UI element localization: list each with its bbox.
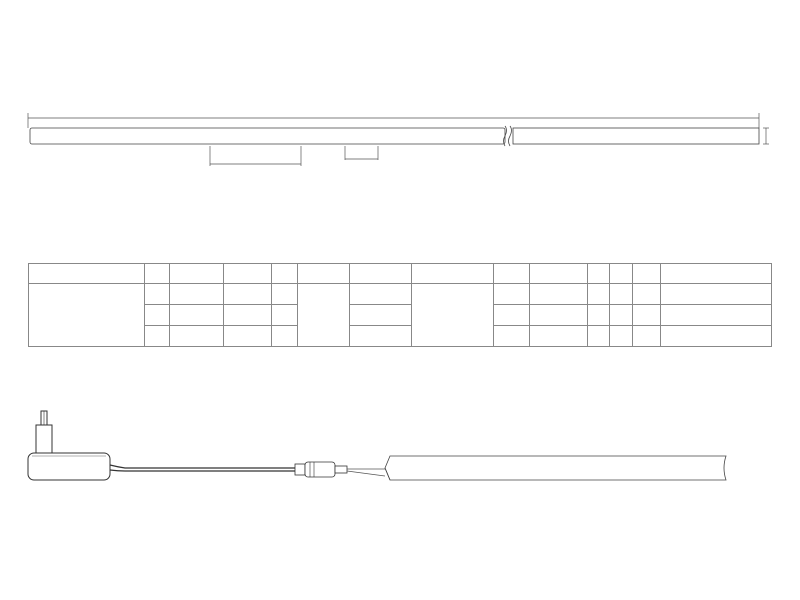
table-header-row (29, 264, 772, 284)
beam-cell (530, 305, 588, 326)
ip-cell (588, 326, 610, 347)
header-current (412, 264, 494, 284)
led-strip-top-view (30, 126, 759, 146)
ip-cell (588, 305, 610, 326)
cct-cell (145, 305, 170, 326)
cri-cell (610, 305, 633, 326)
current-cell (412, 284, 494, 347)
model-cell (29, 284, 145, 347)
ip-cell (588, 284, 610, 305)
header-pf (633, 264, 661, 284)
parameter-table (28, 263, 772, 347)
temperature-cell (661, 284, 772, 305)
power-cell (298, 284, 350, 347)
header-power (298, 264, 350, 284)
temperature-cell (661, 305, 772, 326)
pf-cell (633, 326, 661, 347)
header-led (272, 264, 298, 284)
temperature-cell (661, 326, 772, 347)
cri-cell (610, 284, 633, 305)
cri-cell (610, 326, 633, 347)
beam-cell (530, 326, 588, 347)
qty-cell (224, 284, 272, 305)
header-temperature (661, 264, 772, 284)
led-cell (272, 284, 298, 305)
pf-cell (633, 284, 661, 305)
length-cell (170, 305, 224, 326)
header-model (29, 264, 145, 284)
led-strip-wiring-view (385, 456, 726, 480)
header-length (170, 264, 224, 284)
header-lumen (494, 264, 530, 284)
pf-cell (633, 305, 661, 326)
voltage-cell (350, 284, 412, 305)
power-adapter (28, 411, 110, 480)
header-ip (588, 264, 610, 284)
qty-cell (224, 326, 272, 347)
qty-cell (224, 305, 272, 326)
table-row (29, 284, 772, 305)
header-cri (610, 264, 633, 284)
header-led-qty (224, 264, 272, 284)
voltage-cell (350, 305, 412, 326)
beam-cell (530, 284, 588, 305)
cct-cell (145, 284, 170, 305)
lumen-cell (494, 284, 530, 305)
lumen-cell (494, 305, 530, 326)
voltage-cell (350, 326, 412, 347)
led-cell (272, 305, 298, 326)
power-cable (110, 465, 295, 468)
length-cell (170, 284, 224, 305)
lumen-cell (494, 326, 530, 347)
header-beam-angle (530, 264, 588, 284)
header-cct (145, 264, 170, 284)
header-voltage (350, 264, 412, 284)
length-cell (170, 326, 224, 347)
dc-connector (295, 462, 347, 477)
led-cell (272, 326, 298, 347)
cct-cell (145, 326, 170, 347)
